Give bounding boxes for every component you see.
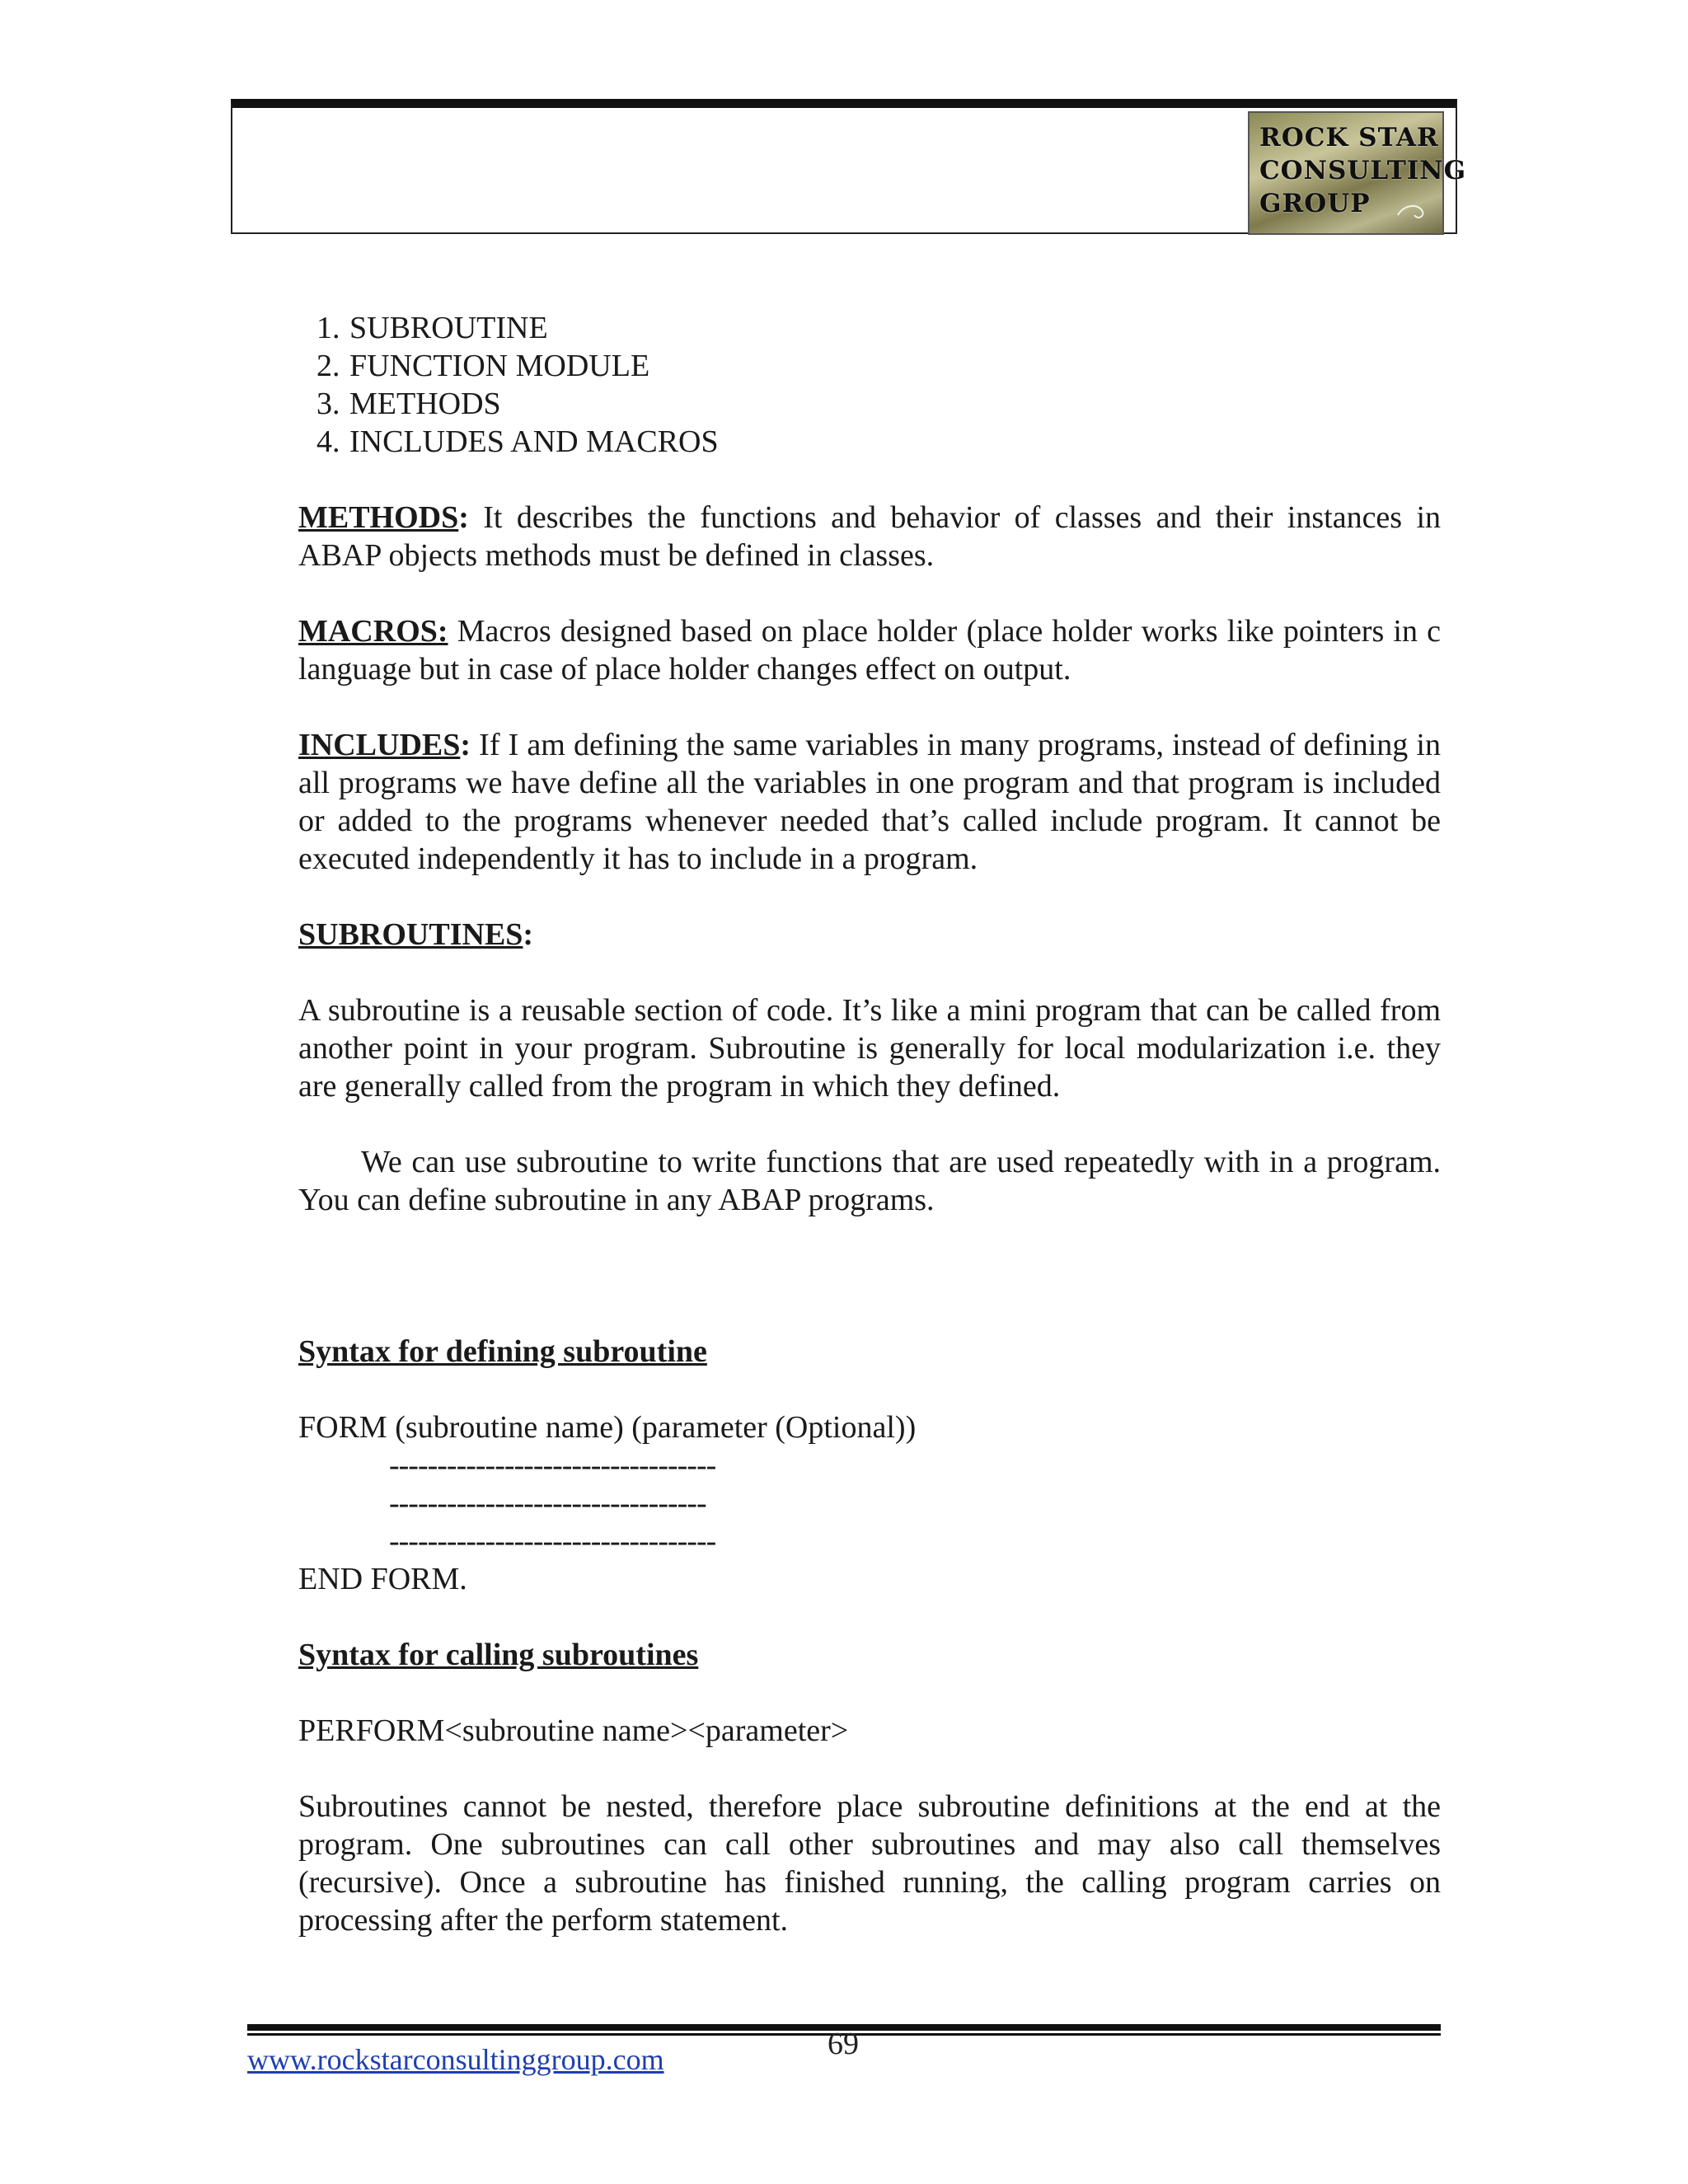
code-placeholder-line: ---------------------------------- [389, 1448, 716, 1483]
includes-colon: : [460, 728, 471, 762]
code-placeholder-line: --------------------------------- [389, 1486, 706, 1521]
page-body [298, 309, 1441, 1939]
topic-list [298, 309, 1441, 461]
form-line: FORM (subroutine name) (parameter (Optional)) [298, 1410, 917, 1445]
syntax-call-label: Syntax for calling subroutines [298, 1638, 699, 1672]
macros-text: Macros designed based on place holder (place holder works like pointers in c language but in case of place holder changes effect on output. [298, 614, 1441, 687]
company-logo [1248, 111, 1467, 235]
list-item: 3. METHODS [348, 385, 1441, 423]
syntax-define-label: Syntax for defining subroutine [298, 1334, 707, 1369]
macros-label: MACROS: [298, 614, 448, 649]
page-number: 69 [828, 2027, 859, 2061]
includes-text: If I am defining the same variables in many programs, instead of defining in all programs we have define all the variables in one program and that program is included or added to the programs whenever needed that’s called include program. It cannot be executed independently it has to include in a program. [298, 728, 1441, 876]
nesting-paragraph: Subroutines cannot be nested, therefore place subroutine definitions at the end at the program. One subroutines can call other subroutines and may also call themselves (recursive). Once a subroutine has finished running, the calling program carries on processing after the perform statement. [298, 1789, 1441, 1938]
includes-label: INCLUDES [298, 728, 461, 762]
logo-line-3: GROUP [1259, 189, 1371, 218]
subroutines-heading [298, 916, 1441, 954]
subroutine-usage: We can use subroutine to write functions that are used repeatedly with in a program. You can define subroutine in any ABAP programs. [298, 1145, 1441, 1217]
logo-line-1: ROCK STAR [1259, 123, 1439, 152]
list-item: 4. INCLUDES AND MACROS [348, 423, 1441, 461]
subroutine-description: A subroutine is a reusable section of code. It’s like a mini program that can be called from another point in your program. Subroutine is generally for local modularization i.e. they are generally called from the program in which they defined. [298, 993, 1441, 1104]
syntax-call-heading [298, 1636, 1441, 1674]
subroutines-label: SUBROUTINES [298, 917, 523, 952]
methods-text: It describes the functions and behavior of classes and their instances in ABAP objects methods must be defined in classes. [298, 500, 1441, 573]
syntax-define-heading [298, 1333, 1441, 1371]
logo-line-2: CONSULTING [1259, 156, 1467, 185]
code-placeholder-line: ---------------------------------- [389, 1524, 716, 1558]
list-item: 1. SUBROUTINE [348, 309, 1441, 347]
methods-paragraph [298, 499, 1441, 574]
end-form-line: END FORM. [298, 1562, 467, 1596]
methods-colon: : [458, 500, 469, 535]
logo-swirl-icon [1395, 200, 1428, 222]
subroutines-colon: : [523, 917, 534, 952]
includes-paragraph [298, 726, 1441, 878]
perform-line: PERFORM<subroutine name><parameter> [298, 1713, 849, 1748]
macros-paragraph [298, 612, 1441, 688]
list-item: 2. FUNCTION MODULE [348, 347, 1441, 385]
website-link[interactable]: www.rockstarconsultinggroup.com [247, 2043, 664, 2076]
methods-label: METHODS [298, 500, 459, 535]
